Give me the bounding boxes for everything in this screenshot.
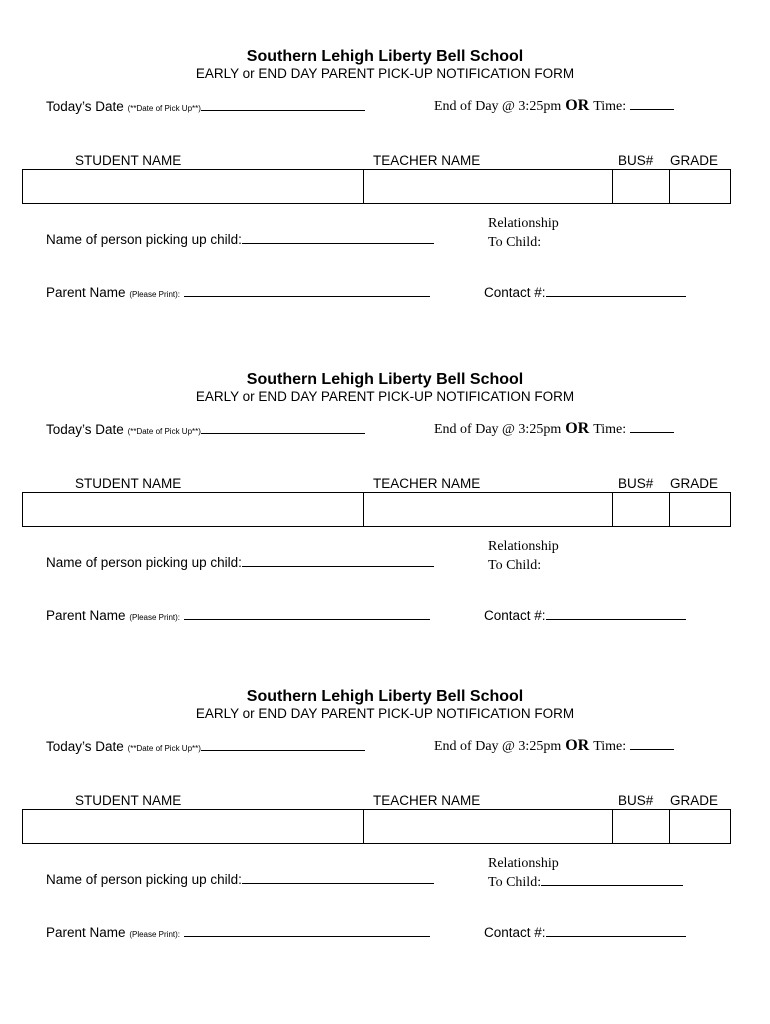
school-name: Southern Lehigh Liberty Bell School — [246, 371, 524, 388]
todays-date-row — [46, 739, 365, 754]
table-divider — [669, 170, 670, 203]
parent-name-field[interactable] — [184, 936, 430, 937]
please-print-label: (Please Print): — [129, 290, 180, 299]
relationship-label: Relationship — [488, 216, 559, 231]
date-field[interactable] — [201, 433, 365, 434]
todays-date-label: Today’s Date — [46, 739, 124, 754]
or-label: OR — [565, 420, 590, 437]
column-student-name: STUDENT NAME — [75, 153, 182, 168]
contact-field[interactable] — [546, 619, 686, 620]
todays-date-row — [46, 99, 365, 114]
picker-field[interactable] — [242, 566, 434, 567]
column-student-name: STUDENT NAME — [75, 476, 182, 491]
picker-row — [46, 872, 434, 887]
relationship-block — [488, 214, 559, 252]
todays-date-label: Today’s Date — [46, 422, 124, 437]
relationship-block — [488, 854, 683, 892]
parent-name-row — [46, 285, 430, 300]
end-of-day-label: End of Day @ 3:25pm — [434, 422, 562, 437]
school-name: Southern Lehigh Liberty Bell School — [246, 688, 524, 705]
todays-date-label: Today’s Date — [46, 99, 124, 114]
to-child-label: To Child: — [488, 558, 542, 573]
table-divider — [612, 810, 613, 843]
pickup-form-3 — [0, 688, 770, 988]
table-divider — [669, 810, 670, 843]
date-field[interactable] — [201, 110, 365, 111]
pickup-time-row — [434, 97, 674, 115]
time-label: Time: — [593, 99, 627, 114]
time-field[interactable] — [630, 749, 674, 750]
contact-row — [484, 608, 686, 623]
student-table — [22, 169, 731, 204]
relationship-field[interactable] — [541, 885, 683, 886]
picker-row — [46, 232, 434, 247]
pickup-form-1 — [0, 48, 770, 348]
parent-name-label: Parent Name — [46, 608, 126, 623]
to-child-label: To Child: — [488, 875, 542, 890]
pickup-time-row — [434, 420, 674, 438]
picker-field[interactable] — [242, 243, 434, 244]
or-label: OR — [565, 97, 590, 114]
column-student-name: STUDENT NAME — [75, 793, 182, 808]
relationship-label: Relationship — [488, 539, 559, 554]
student-table — [22, 492, 731, 527]
time-field[interactable] — [630, 109, 674, 110]
table-divider — [363, 493, 364, 526]
column-bus: BUS# — [618, 476, 654, 491]
form-title: EARLY or END DAY PARENT PICK-UP NOTIFICATION FORM — [195, 389, 575, 404]
please-print-label: (Please Print): — [129, 930, 180, 939]
parent-name-field[interactable] — [184, 296, 430, 297]
date-note: (**Date of Pick Up**) — [127, 104, 201, 113]
table-divider — [363, 810, 364, 843]
column-teacher-name: TEACHER NAME — [373, 476, 481, 491]
contact-label: Contact #: — [484, 608, 546, 623]
date-note: (**Date of Pick Up**) — [127, 427, 201, 436]
pickup-form-2 — [0, 371, 770, 671]
column-bus: BUS# — [618, 793, 654, 808]
table-divider — [612, 170, 613, 203]
or-label: OR — [565, 737, 590, 754]
pickup-time-row — [434, 737, 674, 755]
picker-field[interactable] — [242, 883, 434, 884]
picker-row — [46, 555, 434, 570]
column-grade: GRADE — [670, 476, 719, 491]
end-of-day-label: End of Day @ 3:25pm — [434, 739, 562, 754]
time-label: Time: — [593, 422, 627, 437]
contact-field[interactable] — [546, 296, 686, 297]
parent-name-label: Parent Name — [46, 925, 126, 940]
end-of-day-label: End of Day @ 3:25pm — [434, 99, 562, 114]
relationship-block — [488, 537, 559, 575]
to-child-label: To Child: — [488, 235, 542, 250]
date-note: (**Date of Pick Up**) — [127, 744, 201, 753]
table-divider — [612, 493, 613, 526]
picker-label: Name of person picking up child: — [46, 872, 242, 887]
column-grade: GRADE — [670, 793, 719, 808]
time-field[interactable] — [630, 432, 674, 433]
student-table — [22, 809, 731, 844]
date-field[interactable] — [201, 750, 365, 751]
table-divider — [363, 170, 364, 203]
todays-date-row — [46, 422, 365, 437]
form-title: EARLY or END DAY PARENT PICK-UP NOTIFICATION FORM — [195, 66, 575, 81]
contact-row — [484, 925, 686, 940]
relationship-label: Relationship — [488, 856, 559, 871]
contact-label: Contact #: — [484, 285, 546, 300]
contact-field[interactable] — [546, 936, 686, 937]
time-label: Time: — [593, 739, 627, 754]
parent-name-label: Parent Name — [46, 285, 126, 300]
column-teacher-name: TEACHER NAME — [373, 793, 481, 808]
contact-row — [484, 285, 686, 300]
parent-name-field[interactable] — [184, 619, 430, 620]
form-title: EARLY or END DAY PARENT PICK-UP NOTIFICATION FORM — [195, 706, 575, 721]
column-bus: BUS# — [618, 153, 654, 168]
parent-name-row — [46, 608, 430, 623]
column-teacher-name: TEACHER NAME — [373, 153, 481, 168]
school-name: Southern Lehigh Liberty Bell School — [246, 48, 524, 65]
table-divider — [669, 493, 670, 526]
please-print-label: (Please Print): — [129, 613, 180, 622]
contact-label: Contact #: — [484, 925, 546, 940]
picker-label: Name of person picking up child: — [46, 232, 242, 247]
column-grade: GRADE — [670, 153, 719, 168]
parent-name-row — [46, 925, 430, 940]
picker-label: Name of person picking up child: — [46, 555, 242, 570]
